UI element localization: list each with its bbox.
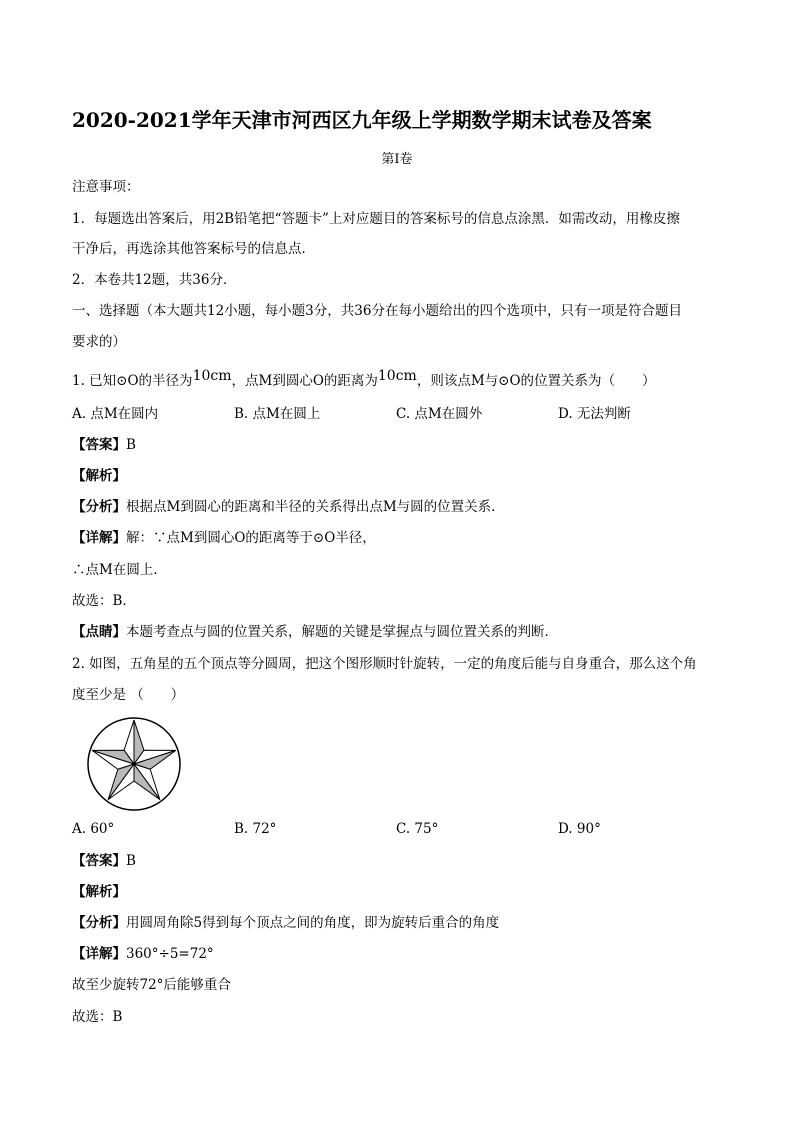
- q2-option-b: B. 72°: [234, 821, 277, 837]
- q2-stem-line-1: 2. 如图，五角星的五个顶点等分圆周，把这个图形顺时针旋转，一定的角度后能与自身重合，那么这个角: [72, 656, 697, 672]
- q1-xiangjie-text: 解：∵点M到圆心O的距离等于⊙O半径，: [126, 530, 376, 546]
- five-pointed-star: [92, 720, 176, 800]
- q1-option-c: C. 点M在圆外: [396, 406, 483, 422]
- q1-stem-part-a: 1. 已知⊙O的半径为: [72, 373, 193, 389]
- q1-analysis-tag: 【解析】: [72, 468, 126, 484]
- q2-stem-line-2: 度至少是 （ ）: [72, 687, 185, 703]
- q1-dianjing-tag: 【点睛】: [72, 624, 126, 640]
- notice-item-2: 2．本卷共12题，共36分．: [72, 272, 237, 288]
- q2-xiangjie-tag: 【详解】: [72, 946, 126, 962]
- q1-stem-part-c: ，则该点M与⊙O的位置关系为（ ）: [416, 373, 656, 389]
- q2-fenxi-text: 用圆周角除5得到每个顶点之间的角度，即为旋转后重合的角度: [126, 915, 500, 931]
- q2-option-c: C. 75°: [396, 821, 439, 837]
- q1-xiangjie: [72, 529, 376, 547]
- q2-answer-value: B: [126, 853, 136, 869]
- q2-answer-tag: 【答案】: [72, 853, 126, 869]
- q1-answer-tag: 【答案】: [72, 437, 126, 453]
- section-heading-line-1: 一、选择题（本大题共12小题，每小题3分，共36分在每小题给出的四个选项中，只有一项是符合题目: [72, 303, 682, 319]
- q2-conclusion: 故至少旋转72°后能够重合: [72, 977, 231, 993]
- notice-item-1-line-2: 干净后，再选涂其他答案标号的信息点．: [72, 241, 315, 257]
- q2-analysis-tag: 【解析】: [72, 884, 126, 900]
- q1-option-b: B. 点M在圆上: [234, 406, 321, 422]
- q1-stem-part-b: ，点M到圆心O的距离为: [231, 373, 378, 389]
- notice-item-1-line-1: 1．每题选出答案后，用2B铅笔把“答题卡”上对应题目的答案标号的信息点涂黑．如需改动，用橡皮擦: [72, 211, 680, 227]
- section-heading-line-2: 要求的）: [72, 334, 126, 350]
- q1-fenxi-text: 根据点M到圆心的距离和半径的关系得出点M与圆的位置关系．: [126, 499, 505, 515]
- q2-option-d: D. 90°: [558, 821, 601, 837]
- q2-answer: [72, 852, 136, 870]
- page-title: 2020-2021学年天津市河西区九年级上学期数学期末试卷及答案: [72, 108, 652, 132]
- q2-choose: 故选：B: [72, 1009, 123, 1025]
- q1-answer: [72, 436, 136, 454]
- q1-distance-value: 10cm: [377, 368, 417, 384]
- q1-stem: [72, 368, 656, 390]
- q2-fenxi-tag: 【分析】: [72, 915, 126, 931]
- q1-therefore: ∴点M在圆上．: [72, 562, 167, 578]
- q1-xiangjie-tag: 【详解】: [72, 530, 126, 546]
- q2-xiangjie-text: 360°÷5=72°: [126, 946, 214, 962]
- volume-subtitle: 第Ⅰ卷: [381, 152, 413, 167]
- q1-option-d: D. 无法判断: [558, 406, 631, 422]
- star-in-circle-figure: [86, 716, 182, 812]
- q1-fenxi: [72, 498, 505, 516]
- notice-heading: 注意事项：: [72, 179, 140, 195]
- q1-radius-value: 10cm: [192, 368, 232, 384]
- q2-xiangjie: [72, 945, 214, 963]
- q1-choose: 故选：B．: [72, 593, 136, 609]
- q1-answer-value: B: [126, 437, 136, 453]
- q1-dianjing-text: 本题考查点与圆的位置关系，解题的关键是掌握点与圆位置关系的判断．: [126, 624, 558, 640]
- q1-dianjing: [72, 623, 558, 641]
- q1-fenxi-tag: 【分析】: [72, 499, 126, 515]
- q2-fenxi: [72, 914, 499, 932]
- q1-option-a: A. 点M在圆内: [72, 406, 159, 422]
- q2-option-a: A. 60°: [72, 821, 115, 837]
